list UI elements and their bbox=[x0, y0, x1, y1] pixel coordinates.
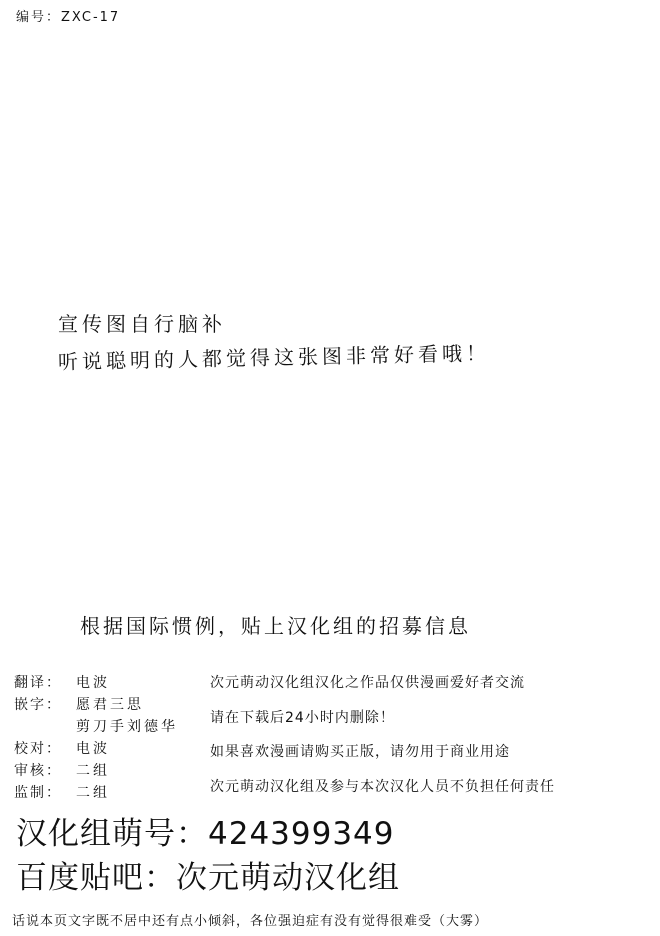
credit-role: 监制： bbox=[14, 785, 62, 801]
credit-name: 剪刀手刘德华 bbox=[76, 719, 178, 735]
notice-line-1: 次元萌动汉化组汉化之作品仅供漫画爱好者交流 bbox=[210, 675, 525, 691]
credit-name: 电波 bbox=[76, 675, 110, 691]
baidu-tieba-name: 百度贴吧：次元萌动汉化组 bbox=[16, 860, 400, 896]
recruit-heading: 根据国际惯例，贴上汉化组的招募信息 bbox=[80, 614, 471, 638]
notice-line-2: 请在下载后24小时内删除！ bbox=[210, 710, 395, 726]
notice-line-3: 如果喜欢漫画请购买正版，请勿用于商业用途 bbox=[210, 744, 510, 760]
credit-name: 愿君三思 bbox=[76, 697, 144, 713]
credit-name: 电波 bbox=[76, 741, 110, 757]
credit-name: 二组 bbox=[76, 763, 110, 779]
promo-text-line-2: 听说聪明的人都觉得这张图非常好看哦！ bbox=[57, 340, 491, 374]
credit-role: 审核： bbox=[14, 763, 62, 779]
footer-note: 话说本页文字既不居中还有点小倾斜，各位强迫症有没有觉得很难受（大雾） bbox=[12, 914, 489, 929]
credit-role: 嵌字： bbox=[14, 697, 62, 713]
credit-role: 翻译： bbox=[14, 675, 62, 691]
serial-number: 编号：ZXC-17 bbox=[16, 10, 121, 25]
credit-role: 校对： bbox=[14, 741, 62, 757]
notice-line-4: 次元萌动汉化组及参与本次汉化人员不负担任何责任 bbox=[210, 779, 555, 795]
qq-group-number: 汉化组萌号：424399349 bbox=[16, 816, 395, 852]
credit-name: 二组 bbox=[76, 785, 110, 801]
promo-text-line-1: 宣传图自行脑补 bbox=[58, 312, 226, 336]
